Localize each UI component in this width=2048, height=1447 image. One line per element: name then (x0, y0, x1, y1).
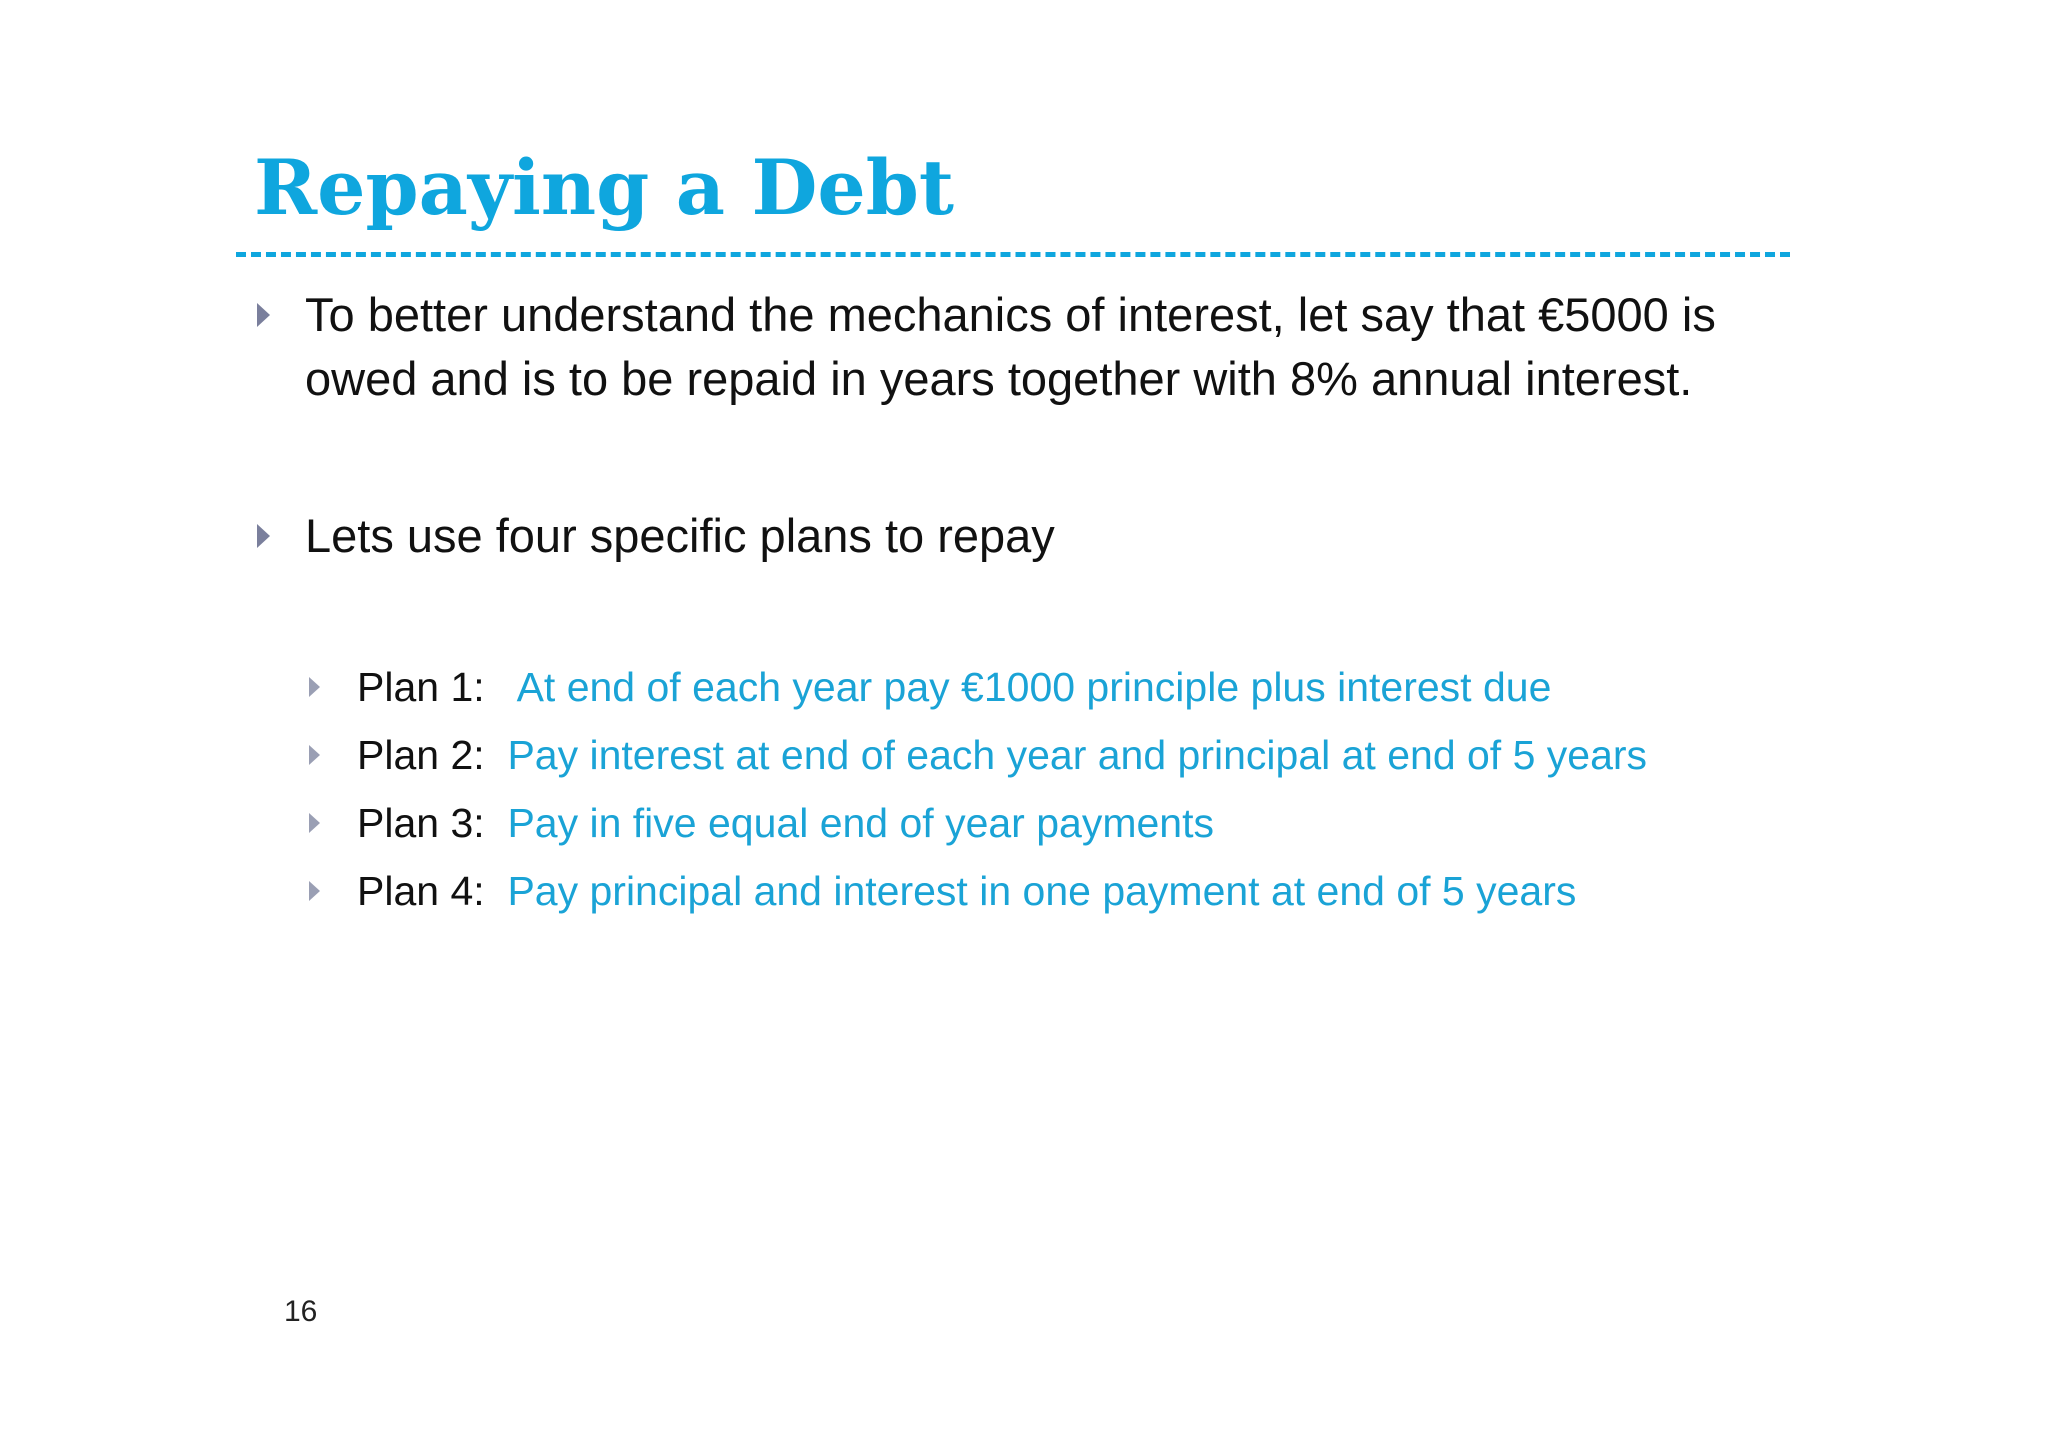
plan-item (309, 653, 1551, 721)
sub-bullet-arrow-icon (309, 745, 320, 765)
plan-description: At end of each year pay €1000 principle plus interest due (516, 664, 1552, 710)
bullet-arrow-icon (257, 524, 270, 548)
plan-description: Pay principal and interest in one payment at end of 5 years (507, 868, 1577, 914)
bullet-text: To better understand the mechanics of interest, let say that €5000 is owed and is to be repaid in years together with 8% annual interest. (305, 288, 1716, 405)
sub-bullet-arrow-icon (309, 881, 320, 901)
page-number: 16 (284, 1295, 318, 1328)
plan-item (309, 789, 1214, 857)
plan-label: Plan 1: (357, 664, 485, 710)
sub-bullet-arrow-icon (309, 677, 320, 697)
plan-item (309, 857, 1576, 925)
sub-bullet-arrow-icon (309, 813, 320, 833)
plan-description: Pay in five equal end of year payments (507, 800, 1214, 846)
bullet-item (257, 504, 1817, 568)
bullet-item (257, 283, 1817, 411)
plan-label: Plan 3: (357, 800, 485, 846)
title-divider (236, 252, 1790, 257)
bullet-text: Lets use four specific plans to repay (305, 509, 1055, 562)
plan-label: Plan 4: (357, 868, 485, 914)
plan-label: Plan 2: (357, 732, 485, 778)
plan-description: Pay interest at end of each year and principal at end of 5 years (507, 732, 1648, 778)
plan-item (309, 721, 1647, 789)
slide-title: Repaying a Debt (254, 143, 954, 232)
bullet-arrow-icon (257, 303, 270, 327)
